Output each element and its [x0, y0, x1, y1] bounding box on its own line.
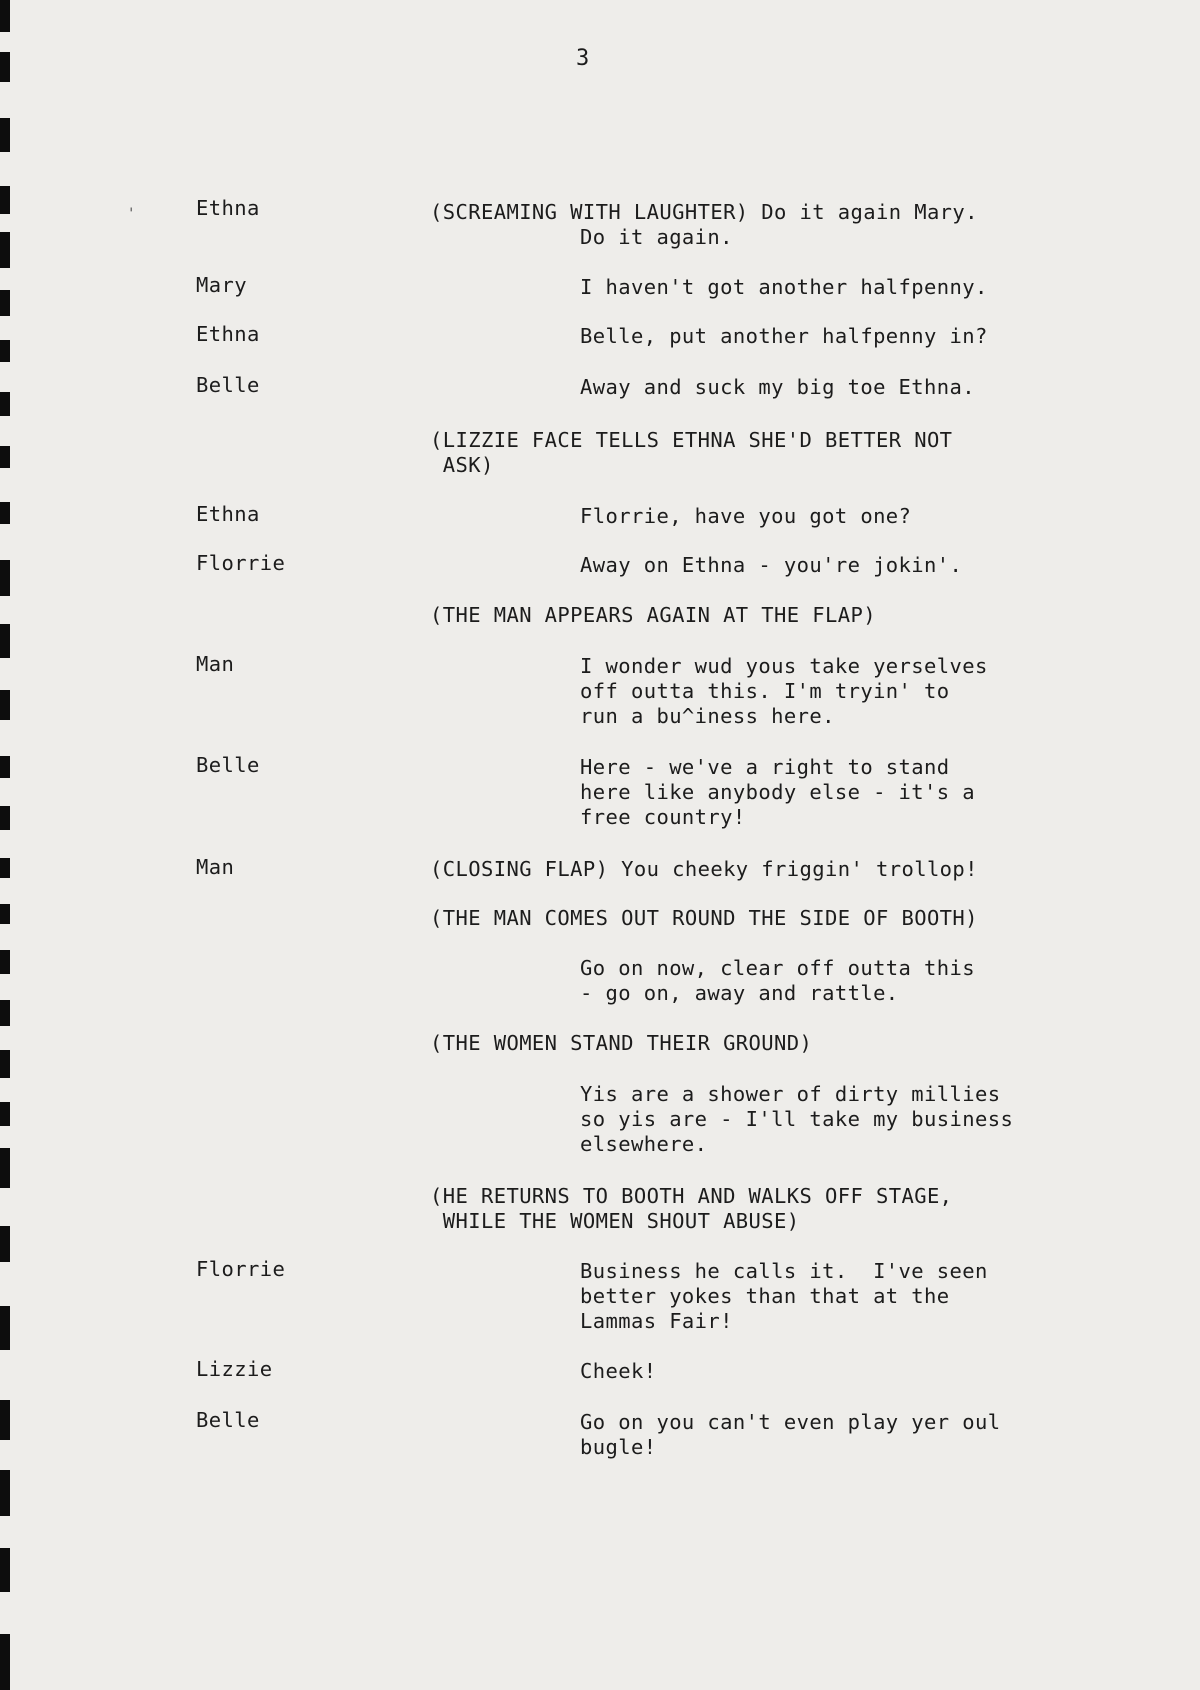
stage-direction: (CLOSING FLAP) You cheeky friggin' trollop! — [430, 857, 978, 881]
speaker-name: Ethna — [196, 196, 260, 220]
stage-direction: (THE WOMEN STAND THEIR GROUND) — [430, 1031, 813, 1055]
stage-direction: (HE RETURNS TO BOOTH AND WALKS OFF STAGE, — [430, 1184, 953, 1208]
dialogue-line: Florrie, have you got one? — [580, 504, 912, 528]
dialogue-line: - go on, away and rattle. — [580, 981, 899, 1005]
speaker-name: Belle — [196, 1408, 260, 1432]
stage-direction: ASK) — [430, 453, 494, 477]
dialogue-line: Away on Ethna - you're jokin'. — [580, 553, 963, 577]
dialogue-line: here like anybody else - it's a — [580, 780, 976, 804]
speaker-name: Florrie — [196, 551, 286, 575]
dialogue-line: Go on you can't even play yer oul — [580, 1410, 1001, 1434]
dialogue-line: bugle! — [580, 1435, 657, 1459]
speaker-name: Lizzie — [196, 1357, 273, 1381]
dialogue-line: Away and suck my big toe Ethna. — [580, 375, 976, 399]
dialogue-line: off outta this. I'm tryin' to — [580, 679, 950, 703]
dialogue-line: so yis are - I'll take my business — [580, 1107, 1014, 1131]
dialogue-line: Cheek! — [580, 1359, 657, 1383]
dialogue-line: Do it again. — [580, 225, 733, 249]
dialogue-line: elsewhere. — [580, 1132, 708, 1156]
dialogue-line: free country! — [580, 805, 746, 829]
speaker-name: Ethna — [196, 502, 260, 526]
dialogue-line: I haven't got another halfpenny. — [580, 275, 988, 299]
dialogue-line: I wonder wud yous take yerselves — [580, 654, 988, 678]
stage-direction: (THE MAN COMES OUT ROUND THE SIDE OF BOOTH) — [430, 906, 978, 930]
margin-mark: ' — [127, 206, 136, 222]
dialogue-line: run a bu^iness here. — [580, 704, 835, 728]
stage-direction: (SCREAMING WITH LAUGHTER) Do it again Mary. — [430, 200, 978, 224]
dialogue-line: Go on now, clear off outta this — [580, 956, 976, 980]
speaker-name: Belle — [196, 373, 260, 397]
speaker-name: Florrie — [196, 1257, 286, 1281]
dialogue-line: Lammas Fair! — [580, 1309, 733, 1333]
dialogue-line: better yokes than that at the — [580, 1284, 950, 1308]
dialogue-line: Business he calls it. I've seen — [580, 1259, 988, 1283]
speaker-name: Belle — [196, 753, 260, 777]
speaker-name: Mary — [196, 273, 247, 297]
dialogue-line: Belle, put another halfpenny in? — [580, 324, 988, 348]
binding-holes — [0, 0, 12, 1690]
speaker-name: Man — [196, 855, 235, 879]
stage-direction: (LIZZIE FACE TELLS ETHNA SHE'D BETTER NOT — [430, 428, 953, 452]
speaker-name: Man — [196, 652, 235, 676]
dialogue-line: Yis are a shower of dirty millies — [580, 1082, 1001, 1106]
page-number: 3 — [576, 46, 591, 71]
stage-direction: WHILE THE WOMEN SHOUT ABUSE) — [430, 1209, 800, 1233]
stage-direction: (THE MAN APPEARS AGAIN AT THE FLAP) — [430, 603, 876, 627]
speaker-name: Ethna — [196, 322, 260, 346]
dialogue-line: Here - we've a right to stand — [580, 755, 950, 779]
